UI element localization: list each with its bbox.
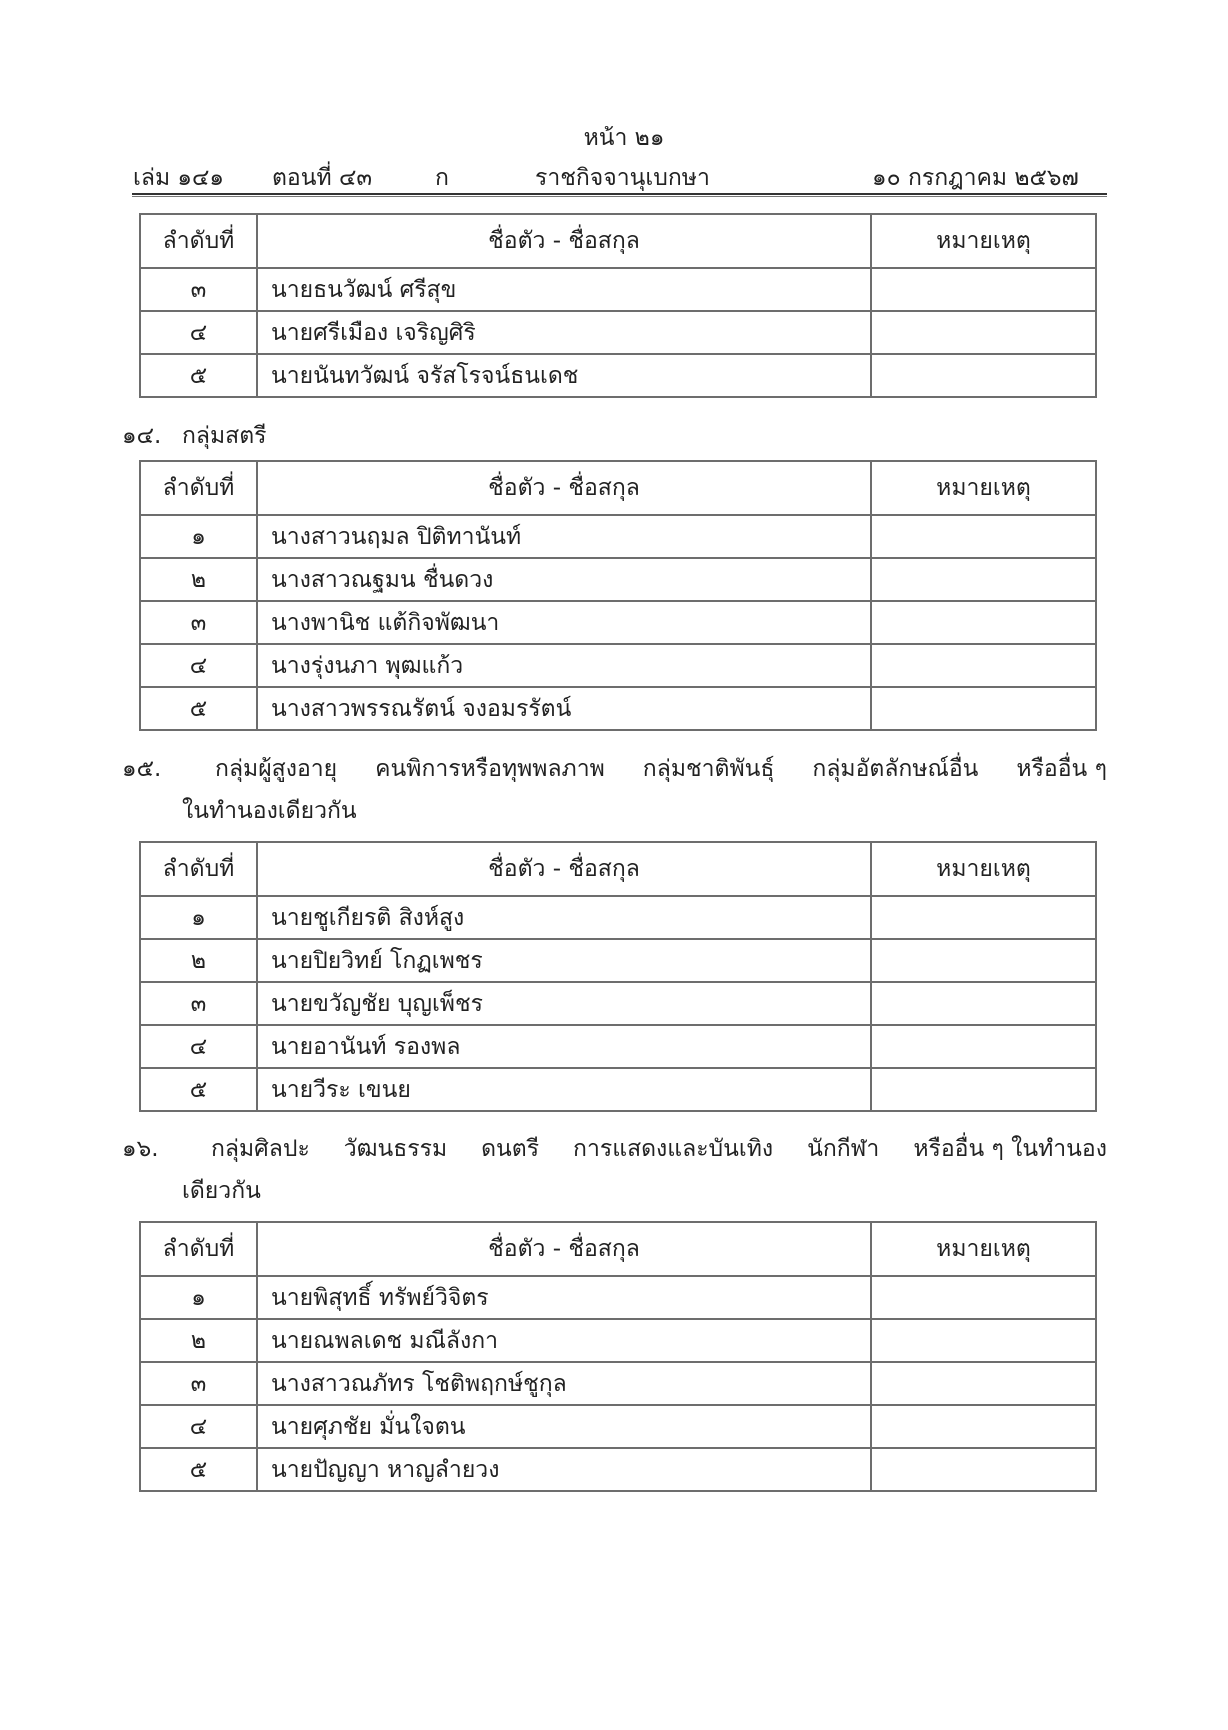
row-number: ๒ — [140, 939, 257, 982]
section-title-word: กลุ่มชาติพันธุ์ — [642, 756, 775, 782]
row-number: ๓ — [140, 1362, 257, 1405]
table-row — [140, 939, 1096, 982]
publication-title: ราชกิจจานุเบกษา — [535, 165, 710, 191]
column-header-order: ลำดับที่ — [140, 461, 257, 515]
row-remark — [871, 1448, 1096, 1491]
column-header-name: ชื่อตัว - ชื่อสกุล — [257, 214, 871, 268]
column-header-order: ลำดับที่ — [140, 842, 257, 896]
row-remark — [871, 311, 1096, 354]
table-row — [140, 601, 1096, 644]
row-number: ๓ — [140, 268, 257, 311]
section-title-word: กลุ่มอัตลักษณ์อื่น — [812, 756, 979, 782]
table-section-16 — [139, 1221, 1097, 1492]
row-name: นายพิสุทธิ์ ทรัพย์วิจิตร — [257, 1276, 871, 1319]
row-remark — [871, 1319, 1096, 1362]
row-name: นายณพลเดช มณีลังกา — [257, 1319, 871, 1362]
section-title-continued: เดียวกัน — [182, 1178, 261, 1204]
table-row — [140, 1405, 1096, 1448]
row-remark — [871, 1276, 1096, 1319]
header-rule — [132, 193, 1107, 195]
column-header-remark: หมายเหตุ — [871, 461, 1096, 515]
section-title-word: วัฒนธรรม — [343, 1136, 448, 1162]
section-number: ๑๖. — [122, 1136, 159, 1162]
table-row — [140, 1319, 1096, 1362]
row-remark — [871, 515, 1096, 558]
row-name: นายขวัญชัย บุญเพ็ชร — [257, 982, 871, 1025]
table-row — [140, 1025, 1096, 1068]
table-row — [140, 644, 1096, 687]
table-row — [140, 354, 1096, 397]
row-name: นายปัญญา หาญลำยวง — [257, 1448, 871, 1491]
column-header-remark: หมายเหตุ — [871, 842, 1096, 896]
section-title-word: กลุ่มผู้สูงอายุ — [215, 756, 338, 782]
row-name: นางสาวณภัทร โชติพฤกษ์ชูกุล — [257, 1362, 871, 1405]
table-header-row — [140, 1222, 1096, 1276]
table-continued — [139, 213, 1097, 398]
section-number: ๑๔. — [122, 423, 162, 449]
row-name: นางสาวพรรณรัตน์ จงอมรรัตน์ — [257, 687, 871, 730]
column-header-order: ลำดับที่ — [140, 1222, 257, 1276]
table-section-14 — [139, 460, 1097, 731]
section-title-word: การแสดงและบันเทิง — [573, 1136, 774, 1162]
row-number: ๑ — [140, 1276, 257, 1319]
column-header-remark: หมายเหตุ — [871, 214, 1096, 268]
row-name: นายปิยวิทย์ โกฏเพชร — [257, 939, 871, 982]
table-row — [140, 1362, 1096, 1405]
page-number: หน้า ๒๑ — [583, 125, 665, 151]
row-remark — [871, 1025, 1096, 1068]
row-number: ๓ — [140, 982, 257, 1025]
issue-section: ก — [435, 165, 449, 191]
row-name: นายศุภชัย มั่นใจตน — [257, 1405, 871, 1448]
row-name: นายศรีเมือง เจริญศิริ — [257, 311, 871, 354]
row-remark — [871, 354, 1096, 397]
row-remark — [871, 687, 1096, 730]
row-number: ๕ — [140, 687, 257, 730]
row-number: ๕ — [140, 1448, 257, 1491]
section-title-word: หรืออื่น ๆ — [1016, 756, 1107, 782]
publication-date: ๑๐ กรกฎาคม ๒๕๖๗ — [872, 165, 1079, 191]
section-title-word: กลุ่มศิลปะ — [210, 1136, 310, 1162]
row-number: ๑ — [140, 896, 257, 939]
row-name: นายอานันท์ รองพล — [257, 1025, 871, 1068]
row-name: นายวีระ เขนย — [257, 1068, 871, 1111]
row-name: นางรุ่งนภา พุฒแก้ว — [257, 644, 871, 687]
table-row — [140, 515, 1096, 558]
section-14-heading — [122, 418, 267, 454]
column-header-name: ชื่อตัว - ชื่อสกุล — [257, 1222, 871, 1276]
row-remark — [871, 896, 1096, 939]
volume-number: เล่ม ๑๔๑ — [133, 165, 225, 191]
section-title: กลุ่มสตรี — [182, 423, 267, 449]
row-remark — [871, 644, 1096, 687]
row-remark — [871, 1405, 1096, 1448]
row-name: นางพานิช แต้กิจพัฒนา — [257, 601, 871, 644]
table-row — [140, 1448, 1096, 1491]
table-header-row — [140, 214, 1096, 268]
row-number: ๒ — [140, 558, 257, 601]
row-number: ๔ — [140, 644, 257, 687]
table-header-row — [140, 461, 1096, 515]
column-header-name: ชื่อตัว - ชื่อสกุล — [257, 461, 871, 515]
row-remark — [871, 601, 1096, 644]
table-row — [140, 1068, 1096, 1111]
row-name: นายนันทวัฒน์ จรัสโรจน์ธนเดช — [257, 354, 871, 397]
row-remark — [871, 939, 1096, 982]
table-row — [140, 558, 1096, 601]
row-remark — [871, 982, 1096, 1025]
row-name: นายชูเกียรติ สิงห์สูง — [257, 896, 871, 939]
section-title-continued: ในทำนองเดียวกัน — [182, 798, 357, 824]
section-title-word: ดนตรี — [481, 1136, 540, 1162]
row-remark — [871, 268, 1096, 311]
table-row — [140, 311, 1096, 354]
table-section-15 — [139, 841, 1097, 1112]
row-number: ๕ — [140, 354, 257, 397]
section-16-heading — [122, 1128, 1107, 1212]
row-number: ๔ — [140, 311, 257, 354]
row-number: ๒ — [140, 1319, 257, 1362]
table-row — [140, 896, 1096, 939]
table-row — [140, 268, 1096, 311]
section-15-heading — [122, 748, 1107, 832]
table-header-row — [140, 842, 1096, 896]
row-name: นายธนวัฒน์ ศรีสุข — [257, 268, 871, 311]
row-name: นางสาวณฐมน ชื่นดวง — [257, 558, 871, 601]
row-remark — [871, 558, 1096, 601]
section-title-word: หรืออื่น ๆ ในทำนอง — [913, 1136, 1107, 1162]
row-number: ๓ — [140, 601, 257, 644]
table-row — [140, 1276, 1096, 1319]
issue-number: ตอนที่ ๔๓ — [272, 165, 373, 191]
row-remark — [871, 1362, 1096, 1405]
column-header-remark: หมายเหตุ — [871, 1222, 1096, 1276]
table-row — [140, 687, 1096, 730]
table-row — [140, 982, 1096, 1025]
row-number: ๕ — [140, 1068, 257, 1111]
column-header-order: ลำดับที่ — [140, 214, 257, 268]
row-number: ๔ — [140, 1405, 257, 1448]
section-title-word: นักกีฬา — [807, 1136, 880, 1162]
row-name: นางสาวนฤมล ปิติทานันท์ — [257, 515, 871, 558]
section-title-word: คนพิการหรือทุพพลภาพ — [375, 756, 605, 782]
row-number: ๑ — [140, 515, 257, 558]
column-header-name: ชื่อตัว - ชื่อสกุล — [257, 842, 871, 896]
row-remark — [871, 1068, 1096, 1111]
row-number: ๔ — [140, 1025, 257, 1068]
header-rule-thin — [132, 196, 1107, 197]
section-number: ๑๕. — [122, 756, 162, 782]
